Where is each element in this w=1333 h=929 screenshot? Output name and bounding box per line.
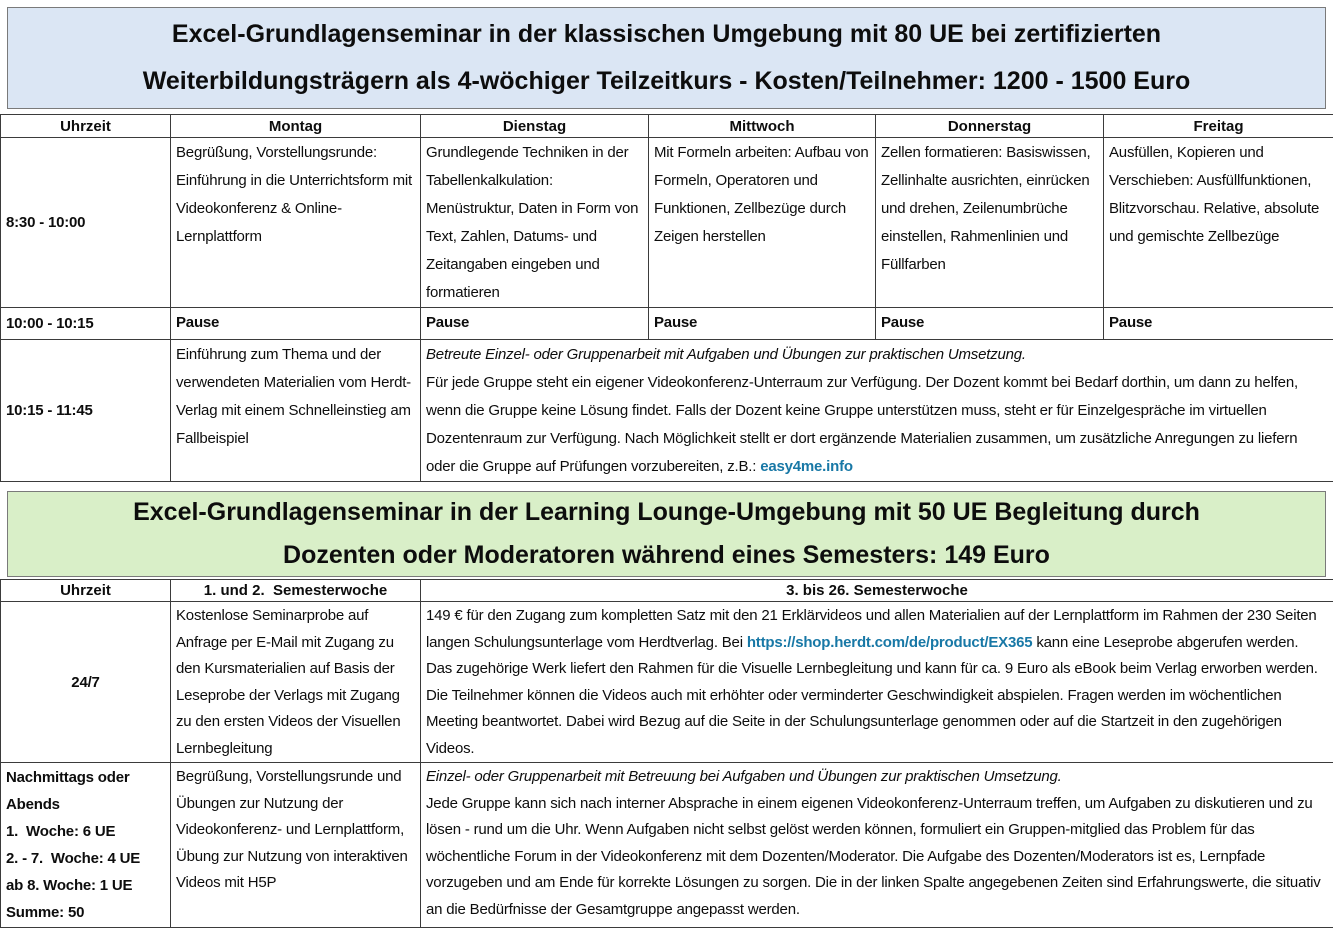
lounge-description: Jede Gruppe kann sich nach interner Absprache in einem eigenen Videokonferenz-Unterraum treffen, um Aufgaben zu diskutieren und zu lösen - rund um die Uhr. Wenn Aufgaben nicht selbst gelöst werden können, formuliert ein Gruppen-mitglied das Problem für das wöchentliche Forum in der Videokonferenz mit dem Dozenten/Moderator. Die Aufgabe des Dozenten/Moderators ist es, Lernpfade vorzugeben und am Ende für korrekte Lösungen zu sorgen. Die in der linken Spalte angegebenen Zeiten sind Erfahrungswerte, die situativ an die Bedürfnisse der Gesamtgruppe angepasst werden. [426, 795, 1321, 918]
onboarding-cell: Begrüßung, Vorstellungsrunde und Übungen zur Nutzung der Videokonferenz- und Lernplattform, Übung zur Nutzung von interaktiven Videos mit H5P [171, 763, 421, 928]
time-slot-morning: 8:30 - 10:00 [1, 138, 171, 308]
table-row [1, 340, 1333, 482]
full-access-text-after-link: kann eine Leseprobe abgerufen werden. Das zugehörige Werk liefert den Rahmen für die Visuelle Lernbegleitung und kann für ca. 9 Euro als eBook beim Verlag erworben werden. Die Teilnehmer können die Videos auch mit erhöhter oder verminderter Geschwindigkeit abspielen. Fragen werden im wöchentlichen Meeting beantwortet. Dabei wird Bezug auf die Seite in der Schulungsunterlage genommen oder auf die Startzeit in den zugehörigen Videos. [426, 634, 1318, 757]
trial-access-cell: Kostenlose Seminarprobe auf Anfrage per E-Mail mit Zugang zu den Kursmaterialien auf Basis der Leseprobe der Verlags mit Zugang zu den ersten Videos der Visuellen Lernbegleitung [171, 602, 421, 763]
time-line-sum: Summe: 50 [6, 899, 165, 926]
schedule-cell-monday-intro: Einführung zum Thema und der verwendeten Materialien vom Herdt-Verlag mit einem Schnelleinstieg am Fallbeispiel [171, 340, 421, 482]
time-line-week8plus: ab 8. Woche: 1 UE [6, 872, 165, 899]
learning-lounge-title: Excel-Grundlagenseminar in der Learning Lounge-Umgebung mit 50 UE Begleitung durch Dozenten oder Moderatoren während eines Semesters: 149 Euro [98, 491, 1235, 577]
schedule-cell-wednesday: Mit Formeln arbeiten: Aufbau von Formeln, Operatoren und Funktionen, Zellbezüge durch Zeigen herstellen [649, 138, 876, 308]
lounge-italic-line: Einzel- oder Gruppenarbeit mit Betreuung bei Aufgaben und Übungen zur praktischen Umsetzung. [426, 764, 1328, 791]
schedule-cell-monday: Begrüßung, Vorstellungsrunde: Einführung in die Unterrichtsform mit Videokonferenz & Online-Lernplattform [171, 138, 421, 308]
schedule-cell-friday: Ausfüllen, Kopieren und Verschieben: Ausfüllfunktionen, Blitzvorschau. Relative, absolute und gemischte Zellbezüge [1104, 138, 1333, 308]
time-slot-pause: 10:00 - 10:15 [1, 308, 171, 340]
groupwork-italic-line: Betreute Einzel- oder Gruppenarbeit mit Aufgaben und Übungen zur praktischen Umsetzung. [426, 341, 1328, 369]
schedule-cell-thursday: Zellen formatieren: Basiswissen, Zellinhalte ausrichten, einrücken und drehen, Zeilenumbrüche einstellen, Rahmenlinien und Füllfarben [876, 138, 1104, 308]
table-header-row [1, 580, 1333, 602]
column-header-week-3-26: 3. bis 26. Semesterwoche [421, 580, 1333, 602]
classic-seminar-schedule-table [0, 114, 1333, 482]
easy4me-link[interactable]: easy4me.info [760, 458, 853, 475]
table-row [1, 763, 1333, 928]
time-line-afternoons: Nachmittags oder Abends [6, 764, 165, 818]
column-header-montag: Montag [171, 115, 421, 138]
time-line-week2-7: 2. - 7. Woche: 4 UE [6, 845, 165, 872]
table-row [1, 308, 1333, 340]
groupwork-merged-cell [421, 340, 1333, 482]
column-header-mittwoch: Mittwoch [649, 115, 876, 138]
full-access-text-before-link: 149 € für den Zugang zum kompletten Satz mit den 21 Erklärvideos und allen Materialien auf der Lernplattform im Rahmen der 230 Seiten langen Schulungsunterlage vom Herdtverlag. Bei [426, 607, 1317, 651]
schedule-cell-tuesday: Grundlegende Techniken in der Tabellenkalkulation: Menüstruktur, Daten in Form von Text, Zahlen, Datums- und Zeitangaben eingeben und formatieren [421, 138, 649, 308]
time-slot-247: 24/7 [1, 602, 171, 763]
column-header-week-1-2: 1. und 2. Semesterwoche [171, 580, 421, 602]
column-header-donnerstag: Donnerstag [876, 115, 1104, 138]
table-row [1, 602, 1333, 763]
learning-lounge-title-banner [7, 491, 1326, 577]
groupwork-lounge-cell [421, 763, 1333, 928]
full-access-cell [421, 602, 1333, 763]
time-slot-groupwork: 10:15 - 11:45 [1, 340, 171, 482]
pause-cell-wednesday: Pause [649, 308, 876, 340]
groupwork-description: Für jede Gruppe steht ein eigener Videokonferenz-Unterraum zur Verfügung. Der Dozent kommt bei Bedarf dorthin, um dann zu helfen, wenn die Gruppe keine Lösung findet. Falls der Dozent keine Gruppe unterstützen muss, steht er für Einzelgespräche im virtuellen Dozentenraum zur Verfügung. Nach Möglichkeit stellt er dort ergänzende Materialien zusammen, um zusätzliche Anregungen zu liefern oder die Gruppe auf Prüfungen vorzubereiten, z.B.: [426, 374, 1298, 475]
classic-seminar-title: Excel-Grundlagenseminar in der klassischen Umgebung mit 80 UE bei zertifizierten Weiterbildungsträgern als 4-wöchiger Teilzeitkurs - Kosten/Teilnehmer: 1200 - 1500 Euro [78, 11, 1255, 105]
classic-seminar-title-banner [7, 7, 1326, 109]
pause-cell-thursday: Pause [876, 308, 1104, 340]
table-header-row [1, 115, 1333, 138]
time-slot-afternoons [1, 763, 171, 928]
table-row [1, 138, 1333, 308]
pause-cell-friday: Pause [1104, 308, 1333, 340]
column-header-uhrzeit: Uhrzeit [1, 115, 171, 138]
column-header-dienstag: Dienstag [421, 115, 649, 138]
learning-lounge-schedule-table [0, 579, 1333, 928]
herdt-shop-link[interactable]: https://shop.herdt.com/de/product/EX365 [747, 634, 1033, 651]
pause-cell-tuesday: Pause [421, 308, 649, 340]
column-header-uhrzeit2: Uhrzeit [1, 580, 171, 602]
column-header-freitag: Freitag [1104, 115, 1333, 138]
time-line-week1: 1. Woche: 6 UE [6, 818, 165, 845]
pause-cell-monday: Pause [171, 308, 421, 340]
